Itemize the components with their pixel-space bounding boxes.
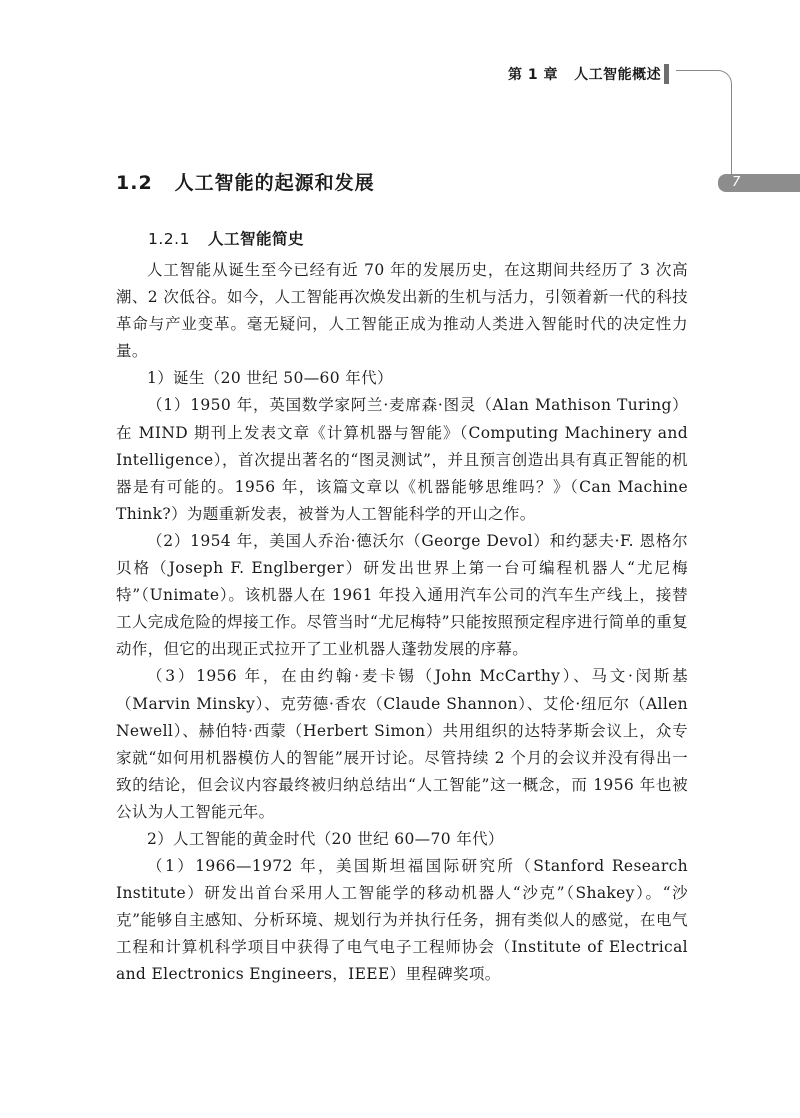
subsection-number: 1.2.1	[148, 230, 190, 248]
paragraph-dartmouth: （3）1956 年，在由约翰·麦卡锡（John McCarthy）、马文·闵斯基（Marvin Minsky）、克劳德·香农（Claude Shannon）、艾伦·纽厄尔（Allen Newell）、赫伯特·西蒙（Herbert Simon）共用组织的达特茅斯会议上，众专家就“如何用机器模仿人的智能”展开讨论。尽管持续 2 个月的会议并没有得出一致的结论，但会议内容最终被归纳总结出“人工智能”这一概念，而 1956 年也被公认为人工智能元年。	[116, 667, 688, 821]
section-title: 人工智能的起源和发展	[174, 172, 375, 194]
paragraph-shakey: （1）1966—1972 年，美国斯坦福国际研究所（Stanford Research Institute）研发出首台采用人工智能学的移动机器人“沙克”（Shakey）。“沙克”能够自主感知、分析环境、规划行为并执行任务，拥有类似人的感觉，在电气工程和计算机科学项目中获得了电气电子工程师协会（Institute of Electrical and Electronics Engineers，IEEE）里程碑奖项。	[116, 857, 688, 984]
body-text	[116, 257, 688, 989]
paragraph-turing: （1）1950 年，英国数学家阿兰·麦席森·图灵（Alan Mathison Turing）在 MIND 期刊上发表文章《计算机器与智能》（Computing Machinery and Intelligence），首次提出著名的“图灵测试”，并且预言创造出具有真正智能的机器是有可能的。1956 年，该篇文章以《机器能够思维吗？》（Can Machine Think?）为题重新发表，被誉为人工智能科学的开山之作。	[116, 396, 688, 523]
subsection-heading	[148, 227, 304, 249]
paragraph-unimate: （2）1954 年，美国人乔治·德沃尔（George Devol）和约瑟夫·F. 恩格尔贝格（Joseph F. Englberger）研发出世界上第一台可编程机器人“尤尼梅特”（Unimate）。该机器人在 1961 年投入通用汽车公司的汽车生产线上，接替工人完成危险的焊接工作。尽管当时“尤尼梅特”只能按照预定程序进行简单的重复动作，但它的出现正式拉开了工业机器人蓬勃发展的序幕。	[116, 531, 688, 659]
running-head-chapter: 第 1 章 人工智能概述	[508, 67, 662, 83]
subsection-title: 人工智能简史	[207, 230, 304, 248]
paragraph-intro: 人工智能从诞生至今已经有近 70 年的发展历史，在这期间共经历了 3 次高潮、2 次低谷。如今，人工智能再次焕发出新的生机与活力，引领着新一代的科技革命与产业变革。毫无疑问，人工智能正成为推动人类进入智能时代的决定性力量。	[116, 261, 688, 361]
section-heading	[116, 168, 375, 195]
page-number: 7	[732, 175, 741, 190]
running-head-line	[676, 70, 732, 175]
section-number: 1.2	[116, 172, 153, 194]
page-number-tab	[718, 174, 800, 192]
list-heading-golden-age: 2）人工智能的黄金时代（20 世纪 60—70 年代）	[147, 829, 504, 848]
list-heading-birth: 1）诞生（20 世纪 50—60 年代）	[147, 369, 393, 388]
running-head-bar	[664, 64, 669, 84]
